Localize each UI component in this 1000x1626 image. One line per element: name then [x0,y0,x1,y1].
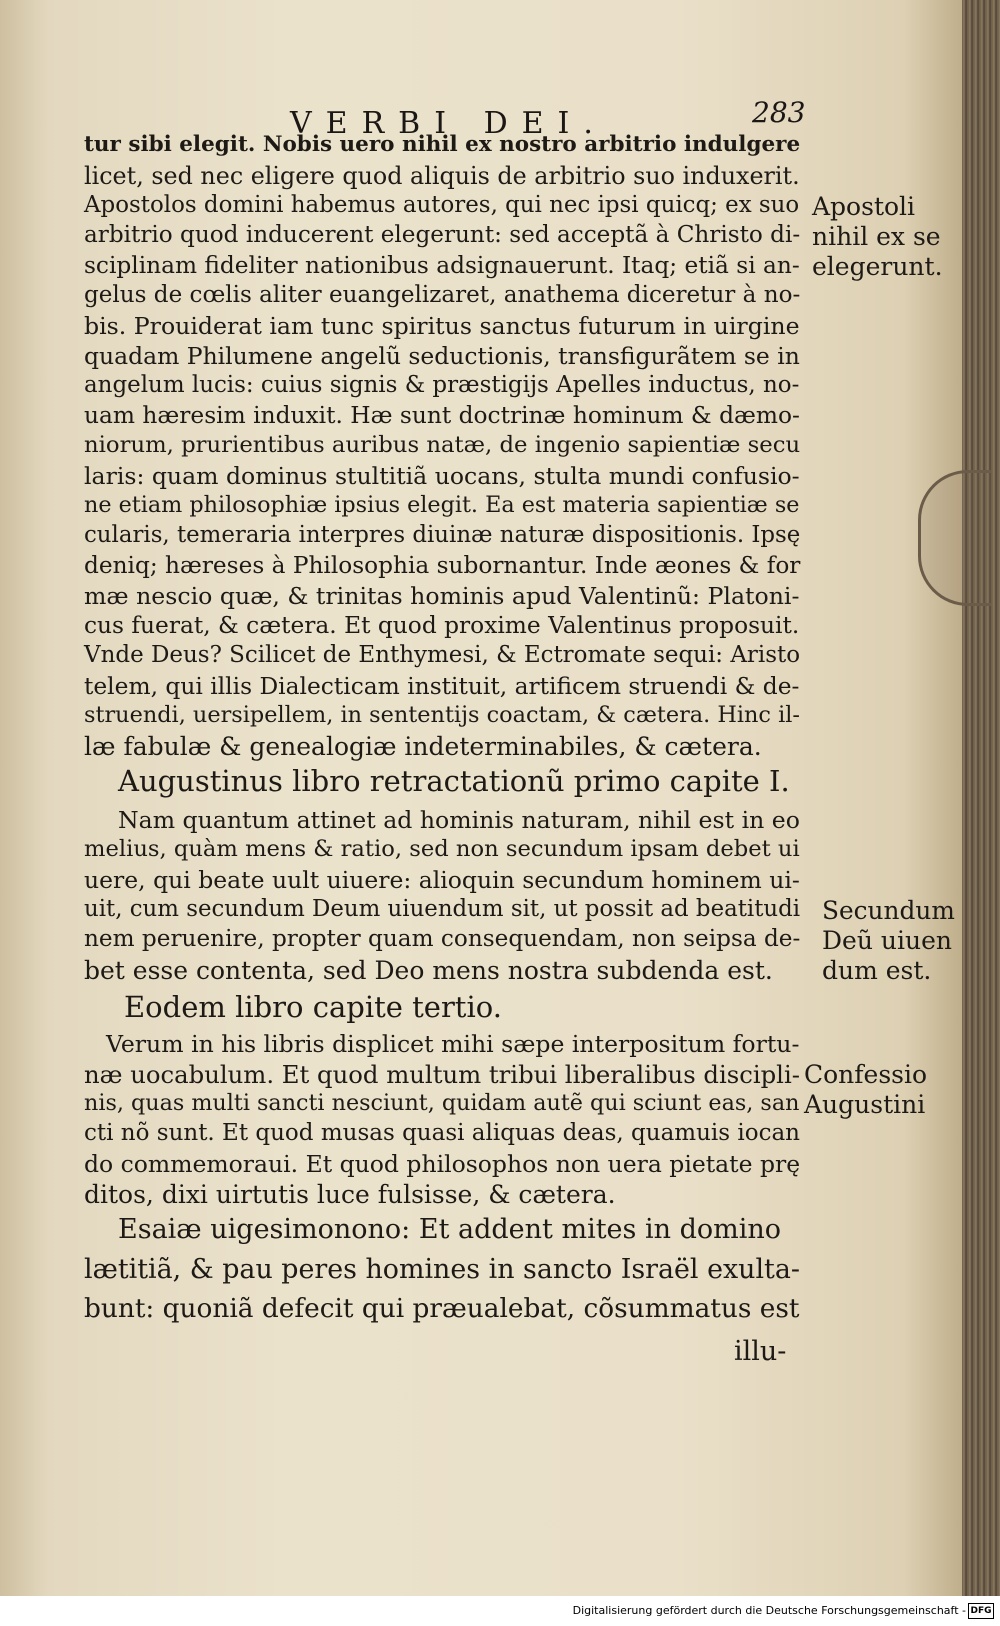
text-line: cus fuerat, & cætera. Et quod proxime Valentinus proposuit. [84,612,800,639]
text-line: ditos, dixi uirtutis luce fulsisse, & cætera. [84,1180,616,1209]
running-head: VERBI DEI. [290,106,607,141]
text-line: niorum, prurientibus auribus natæ, de ingenio sapientiæ secu [84,432,801,458]
margin-note: elegerunt. [812,252,943,281]
margin-note: Deũ uiuen [822,926,952,955]
footer-credit: Digitalisierung gefördert durch die Deutsche Forschungsgemeinschaft - [572,1604,966,1617]
page-edges [962,0,1000,1596]
text-line: tur sibi elegit. Nobis uero nihil ex nostro arbitrio indulgere [84,132,801,157]
margin-note: Secundum [822,896,955,925]
text-line: uam hæresim induxit. Hæ sunt doctrinæ hominum & dæmo- [84,402,800,429]
text-line: Nam quantum attinet ad hominis naturam, nihil est in eo [118,806,800,834]
text-line: telem, qui illis Dialecticam instituit, artificem struendi & de- [84,672,800,700]
book-clasp [918,470,991,606]
catchword: illu- [734,1336,787,1367]
text-line: Apostolos domini habemus autores, qui nec ipsi quicq; ex suo [84,192,800,218]
text-line: laris: quam dominus stultitiã uocans, stulta mundi confusio- [84,462,800,490]
footer-bar [0,1596,1000,1626]
text-line: Esaiæ uigesimonono: Et addent mites in domino [118,1214,782,1245]
text-line: cularis, temeraria interpres diuinæ naturæ dispositionis. Ipsę [84,522,801,548]
margin-note: Confessio [804,1060,928,1089]
section-heading: Eodem libro capite tertio. [124,990,502,1024]
text-line: melius, quàm mens & ratio, sed non secundum ipsam debet ui [84,836,800,862]
margin-note: dum est. [822,956,932,985]
text-line: deniq; hæreses à Philosophia subornantur. Inde æones & for [84,552,801,579]
text-line: bet esse contenta, sed Deo mens nostra subdenda est. [84,956,773,985]
text-line: ne etiam philosophiæ ipsius elegit. Ea est materia sapientiæ se [84,492,800,518]
text-line: mæ nescio quæ, & trinitas hominis apud Valentinũ: Platoni- [84,582,800,610]
text-line: angelum lucis: cuius signis & præstigijs Apelles inductus, no- [84,372,800,398]
text-line: gelus de cœlis aliter euangelizaret, anathema diceretur à no- [84,282,801,308]
text-line: uere, qui beate uult uiuere: alioquin secundum hominem ui- [84,866,800,894]
text-line: quadam Philumene angelũ seductionis, transfigurãtem se in [84,342,800,370]
text-line: bunt: quoniã defecit qui præualebat, cõsummatus est [84,1294,800,1324]
dfg-logo-icon: DFG [968,1603,994,1619]
text-line: Verum in his libris displicet mihi sæpe interpositum fortu- [106,1030,800,1058]
text-line: læ fabulæ & genealogiæ indeterminabiles, & cætera. [84,732,762,761]
text-line: uit, cum secundum Deum uiuendum sit, ut possit ad beatitudi [84,896,801,922]
text-line: struendi, uersipellem, in sententijs coactam, & cætera. Hinc il- [84,702,800,728]
text-line: nis, quas multi sancti nesciunt, quidam autẽ qui sciunt eas, san [84,1090,800,1116]
text-line: lætitiã, & pau peres homines in sancto Israël exulta- [84,1254,800,1285]
text-line: cti nõ sunt. Et quod musas quasi aliquas deas, quamuis iocan [84,1120,800,1146]
text-line: licet, sed nec eligere quod aliquis de arbitrio suo induxerit. [84,162,800,190]
section-heading: Augustinus libro retractationũ primo capite I. [118,764,790,798]
text-line: bis. Prouiderat iam tunc spiritus sanctus futurum in uirgine [84,312,800,340]
text-line: næ uocabulum. Et quod multum tribui liberalibus discipli- [84,1060,800,1089]
text-line: do commemoraui. Et quod philosophos non uera pietate prę [84,1150,801,1178]
margin-note: nihil ex se [812,222,941,251]
text-line: nem peruenire, propter quam consequendam, non seipsa de- [84,926,801,952]
page-number: 283 [752,96,806,129]
margin-note: Apostoli [812,192,916,221]
text-line: arbitrio quod inducerent elegerunt: sed acceptã à Christo di- [84,222,801,248]
text-line: sciplinam fideliter nationibus adsignauerunt. Itaq; etiã si an- [84,252,800,279]
margin-note: Augustini [804,1090,926,1119]
text-line: Vnde Deus? Scilicet de Enthymesi, & Ectromate sequi: Aristo [84,642,801,668]
